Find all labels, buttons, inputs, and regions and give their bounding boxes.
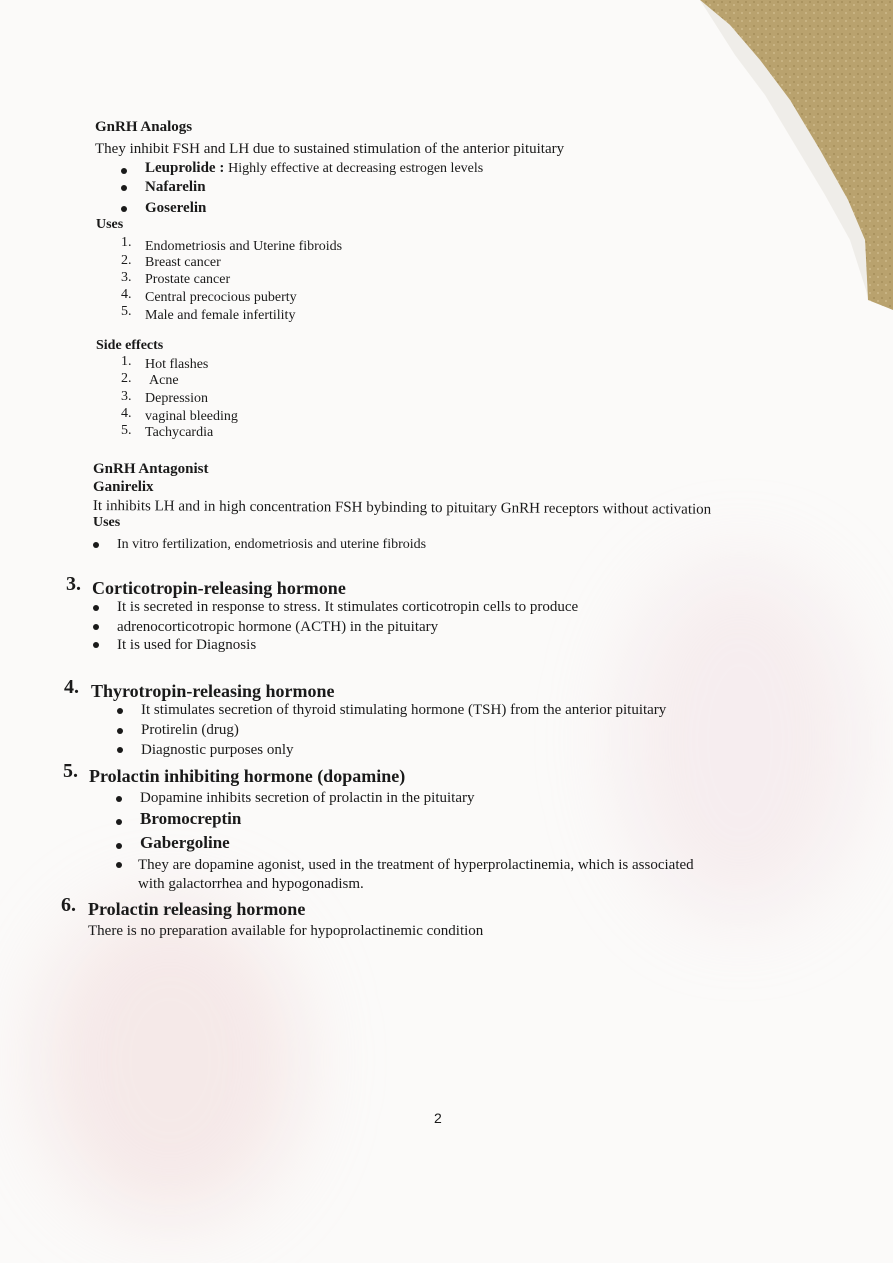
gnrh-analogs-heading: GnRH Analogs <box>95 119 193 135</box>
list-item: It stimulates secretion of thyroid stimulating hormone (TSH) from the anterior pituitary <box>141 702 667 718</box>
list-item: Male and female infertility <box>145 308 296 323</box>
list-number: 5. <box>121 304 132 319</box>
drug-item <box>145 161 483 176</box>
list-item: Acne <box>149 373 179 388</box>
list-item: It is secreted in response to stress. It stimulates corticotropin cells to produce <box>117 599 579 615</box>
list-item: Hot flashes <box>145 357 209 372</box>
list-item: Protirelin (drug) <box>141 722 239 738</box>
list-item: Breast cancer <box>145 255 221 270</box>
list-item: Prostate cancer <box>145 272 231 287</box>
list-item: They are dopamine agonist, used in the treatment of hyperprolactinemia, which is associated <box>138 857 694 873</box>
list-item-continuation: with galactorrhea and hypogonadism. <box>138 876 364 892</box>
paper-shading <box>40 900 300 1220</box>
gnrh-antagonist-desc: It inhibits LH and in high concentration FSH bybinding to pituitary GnRH receptors without activation <box>92 498 712 518</box>
bullet-icon <box>117 747 123 753</box>
list-item: In vitro fertilization, endometriosis and uterine fibroids <box>117 537 427 552</box>
list-item: Endometriosis and Uterine fibroids <box>145 239 343 254</box>
section-text: There is no preparation available for hypoprolactinemic condition <box>88 923 484 939</box>
section-title: Corticotropin-releasing hormone <box>92 578 346 598</box>
gnrh-antagonist-heading: GnRH Antagonist <box>93 461 209 477</box>
bullet-icon <box>93 542 99 548</box>
bullet-icon <box>116 819 122 825</box>
list-item: Diagnostic purposes only <box>141 742 294 758</box>
list-item: Depression <box>145 391 208 406</box>
bullet-icon <box>93 605 99 611</box>
section-title: Prolactin releasing hormone <box>88 899 306 919</box>
list-number: 3. <box>121 270 132 285</box>
gnrh-analogs-intro: They inhibit FSH and LH due to sustained stimulation of the anterior pituitary <box>95 141 565 157</box>
list-item: Dopamine inhibits secretion of prolactin in the pituitary <box>140 790 475 806</box>
section-number: 5. <box>63 760 78 782</box>
list-number: 4. <box>121 287 132 302</box>
list-item: Tachycardia <box>145 425 214 440</box>
list-item: Central precocious puberty <box>145 290 297 305</box>
drug-item: Bromocreptin <box>140 809 242 828</box>
list-number: 1. <box>121 235 132 250</box>
list-number: 5. <box>121 423 132 438</box>
drug-desc: Highly effective at decreasing estrogen levels <box>228 161 484 176</box>
bullet-icon <box>93 642 99 648</box>
list-number: 2. <box>121 371 132 386</box>
section-number: 4. <box>64 676 79 698</box>
bullet-icon <box>116 796 122 802</box>
list-number: 3. <box>121 389 132 404</box>
uses-heading: Uses <box>96 217 124 232</box>
section-title: Prolactin inhibiting hormone (dopamine) <box>89 766 406 786</box>
list-number: 4. <box>121 406 132 421</box>
bullet-icon <box>116 843 122 849</box>
list-item: It is used for Diagnosis <box>117 637 257 653</box>
drug-item: Goserelin <box>145 200 207 216</box>
bullet-icon <box>117 728 123 734</box>
bullet-icon <box>121 206 127 212</box>
list-number: 1. <box>121 354 132 369</box>
bullet-icon <box>117 708 123 714</box>
bullet-icon <box>121 168 127 174</box>
list-item: vaginal bleeding <box>145 409 238 424</box>
ganirelix-heading: Ganirelix <box>93 479 154 495</box>
side-effects-heading: Side effects <box>96 338 164 353</box>
antagonist-uses-heading: Uses <box>93 515 121 530</box>
bullet-icon <box>121 185 127 191</box>
page-number: 2 <box>434 1110 442 1126</box>
drug-item: Nafarelin <box>145 179 206 195</box>
section-number: 3. <box>66 573 81 595</box>
list-number: 2. <box>121 253 132 268</box>
drug-item: Gabergoline <box>140 833 230 852</box>
section-number: 6. <box>61 894 76 916</box>
list-item: adrenocorticotropic hormone (ACTH) in the pituitary <box>117 619 439 635</box>
drug-name: Leuprolide : <box>145 160 225 176</box>
bullet-icon <box>93 624 99 630</box>
section-title: Thyrotropin-releasing hormone <box>91 681 335 701</box>
bullet-icon <box>116 862 122 868</box>
